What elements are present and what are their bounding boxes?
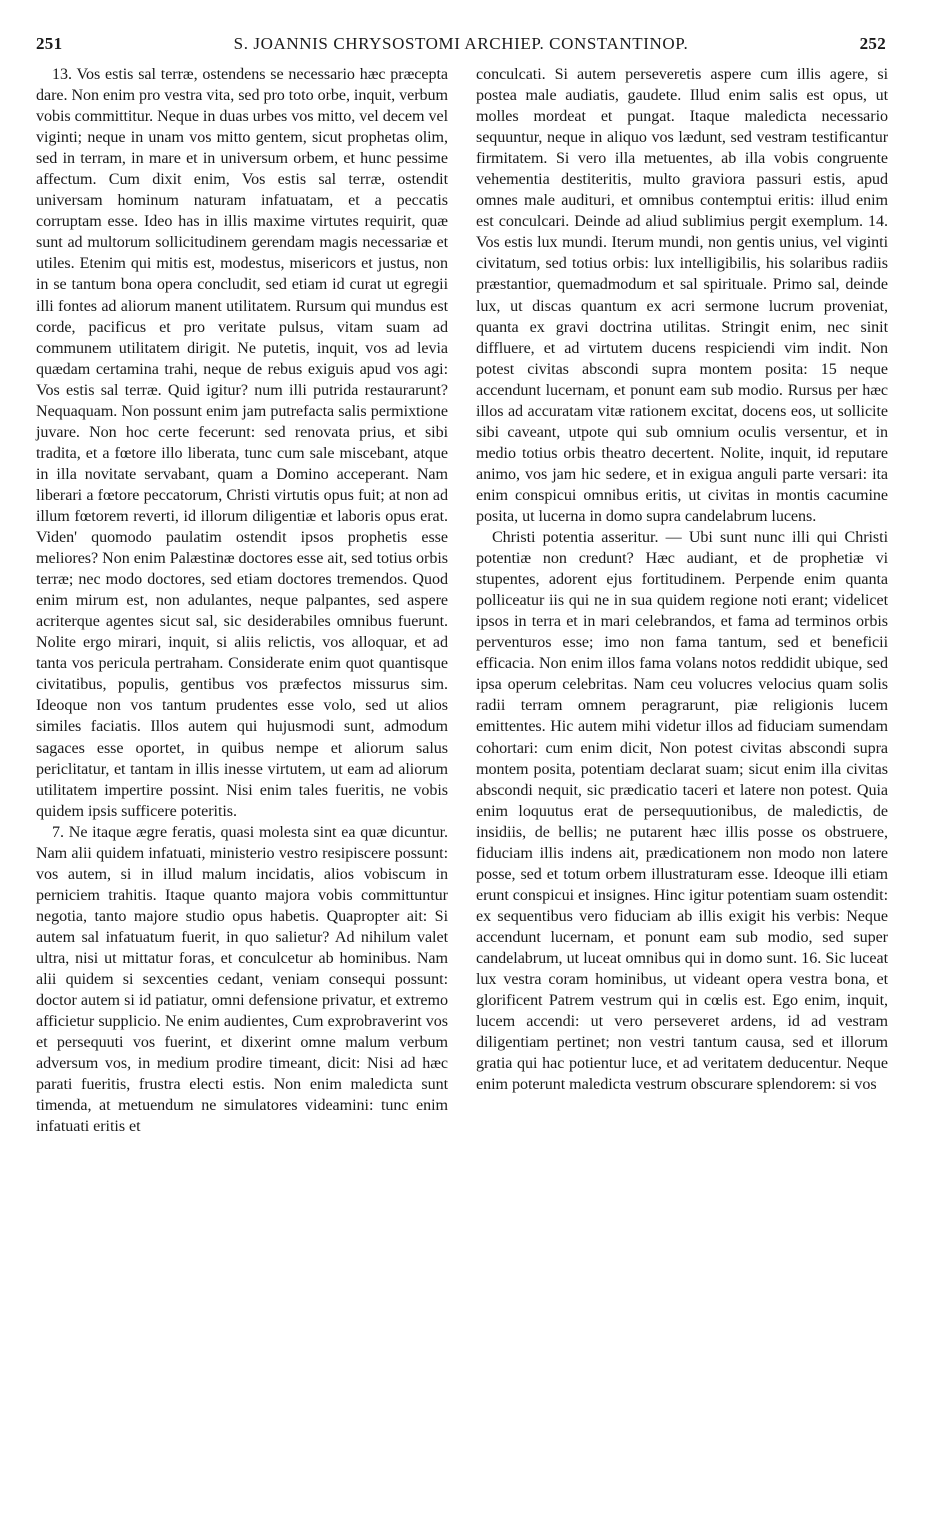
- page-header: [36, 34, 886, 60]
- page-number-left: 251: [36, 34, 63, 53]
- paragraph: 7. Ne itaque ægre feratis, quasi molesta sint ea quæ dicuntur. Nam alii quidem infatuati, ministerio vestro resipiscere possunt: vos autem, si in illud malum incidatis, alios vobiscum in perniciem trahitis. Itaque quanto majora vobis committuntur negotia, tanto majore studio opus habetis. Quapropter ait: Si autem sal infatuatum fuerit, in quo salietur? Ad nihilum valet ultra, nisi ut mittatur foras, et conculcetur ab hominibus. Nam alii quidem si sexcenties cedant, veniam consequi possunt: doctor autem si id patiatur, omni defensione privatur, et extremo afficietur supplicio. Ne enim audientes, Cum exprobraverint vos et persequuti vos fuerint, et dixerint omne malum verbum adversum vos, in medium prodire timeant, dicit: Nisi ad hæc parati fueritis, frustra electi estis. Non enim maledicta sunt timenda, at metuendum ne simulatores videamini: tunc enim infatuati eritis et: [36, 823, 448, 1136]
- right-column: [476, 64, 888, 1095]
- paragraph: 13. Vos estis sal terræ, ostendens se necessario hæc præcepta dare. Non enim pro vestra vita, sed pro toto orbe, inquit, verbum vobis committitur. Neque in duas urbes vos mitto, vel decem vel viginti; neque in unam vos mitto gentem, sicut prophetas olim, sed in terram, in mare et in universum orbem, et hunc pessime affectum. Cum dixit enim, Vos estis sal terræ, ostendit universam hominum naturam infatuatam, et a peccatis corruptam esse. Ideo has in illis maxime virtutes requirit, quæ sunt ad multorum sollicitudinem gerendam magis necessariæ et utiles. Etenim qui mitis est, modestus, misericors et justus, non in se tantum bona opera concludit, sed etiam id curat ut egregii illi fontes ad aliorum manent utilitatem. Rursum qui mundus est corde, pacificus et pro veritate pulsus, vitam suam ad communem utilitatem dirigit. Ne putetis, inquit, vos ad levia quædam certamina trahi, neque de rebus exiguis apud vos agi: Vos estis sal terræ. Quid igitur? num illi putrida restaurarunt? Nequaquam. Non possunt enim jam putrefacta salis permixtione juvare. Non hoc certe fecerunt: sed renovata prius, et sibi tradita, et a fœtore illo liberata, tunc cum sale miscebant, atque in illa novitate servabant, quam a Domino acceperant. Nam liberari a fœtore peccatorum, Christi virtutis opus fuit; at non ad illum fœtorem reverti, id illorum diligentiæ et laboris opus erat. Viden' quomodo paulatim ostendit ipsos prophetis esse meliores? Non enim Palæstinæ doctores esse ait, sed totius orbis terræ; nec modo doctores, sed etiam doctores tremendos. Quod enim mirum est, non adulantes, neque palpantes, sed aspere acriterque agentes sicut sal, sic desiderabiles omnibus fuerunt. Nolite ergo mirari, inquit, si aliis relictis, vos alloquar, et ad tanta vos pericula pertraham. Considerate enim quot quantisque civitatibus, populis, gentibus vos præfectos missurus sim. Ideoque non vos tantum prudentes esse volo, sed ut alios similes faciatis. Illos autem qui hujusmodi sunt, admodum sagaces esse oportet, in quibus nempe et aliorum salus periclitatur, et tantam in illis inesse virtutem, ut eam ad aliorum utilitatem impertire possint. Nisi enim tales fueritis, ne vobis quidem ipsis sufficere poteritis.: [36, 66, 448, 820]
- page-number-right: 252: [859, 34, 886, 53]
- running-title: S. JOANNIS CHRYSOSTOMI ARCHIEP. CONSTANTINOP.: [233, 34, 689, 53]
- paragraph: Christi potentia asseritur. — Ubi sunt nunc illi qui Christi potentiæ non credunt? Hæc audiant, et de prophetiæ vi stupentes, adorent ejus fortitudinem. Perpende enim quanta polliceatur iis qui ne in sua quidem regione noti erant; videlicet ipsos in terra et in mari celebrandos, et fama ad terminos orbis perventuros esse; imo non fama tantum, sed et beneficii efficacia. Non enim illos fama volans notos reddidit ubique, sed ipsa operum celebritas. Nam ceu volucres velocius quam solis radii terram omnem peragrarunt, piæ religionis lucem emittentes. Hic autem mihi videtur illos ad fiduciam sumendam cohortari: cum enim dicit, Non potest civitas abscondi supra montem posita, potentiam declarat suam; sicut enim illa civitas abscondi nequit, sic prædicatio taceri et latere non potest. Quia enim loquutus erat de persequutionibus, de maledictis, de insidiis, de bellis; ne putarent hæc illis posse os obstruere, fiduciam illis indens ait, prædicationem non modo non latere posse, sed et totum orbem illustraturam esse. Ideoque illi etiam erunt conspicui et insignes. Hinc igitur potentiam suam ostendit: ex sequentibus vero fiduciam ab illis exigit his verbis: Neque accendunt lucernam, et ponunt eam sub modio, sed super candelabrum, ut luceat omnibus qui in domo sunt. 16. Sic luceat lux vestra coram hominibus, ut videant opera vestra bona, et glorificent Patrem vestrum qui in cœlis est. Ego enim, inquit, lucem accendi: ut vero perseveret ardens, id ad vestram diligentiam pertinet; non vestri tantum causa, sed et illorum gratia qui hac potientur luce, et ad veritatem deducentur. Neque enim poterunt maledicta vestrum obscurare splendorem: si vos: [476, 529, 888, 1094]
- left-column: [36, 64, 448, 1137]
- paragraph: conculcati. Si autem perseveretis aspere cum illis agere, si postea male audiatis, gaudete. Illud enim salis est opus, ut molles mordeat et pungat. Itaque maledicta necessario sequuntur, neque in aliquo vos lædunt, sed vestram testificantur firmitatem. Si vero illa metuentes, ab illa vobis congruente vehementia destiteritis, multo graviora passuri estis, apud omnes male audituri, et omnibus contemptui eritis: illud enim est conculcari. Deinde ad aliud sublimius pergit exemplum. 14. Vos estis lux mundi. Iterum mundi, non gentis unius, vel viginti civitatum, sed totius orbis: lux intelligibilis, his solaribus radiis præstantior, quemadmodum et sal spirituale. Primo sal, deinde lux, ut discas quantum ex acri sermone lucrum proveniat, quanta ex gravi doctrina utilitas. Stringit enim, nec sinit diffluere, et ad virtutem ducens respiciendi vim indit. Non potest civitas abscondi supra montem posita: 15 neque accendunt lucernam, et ponunt eam sub modio. Rursus per hæc illos ad accuratam vitæ rationem excitat, docens eos, ut sollicite sibi caveant, utpote qui sub omnium oculis versentur, et in medio totius orbis theatro decertent. Nolite, inquit, id reputare animo, vos jam hic sedere, et in exigua anguli parte versari: ita enim conspicui omnibus eritis, ut civitas in montis cacumine posita, ut lucerna in domo supra candelabrum lucens.: [476, 66, 888, 525]
